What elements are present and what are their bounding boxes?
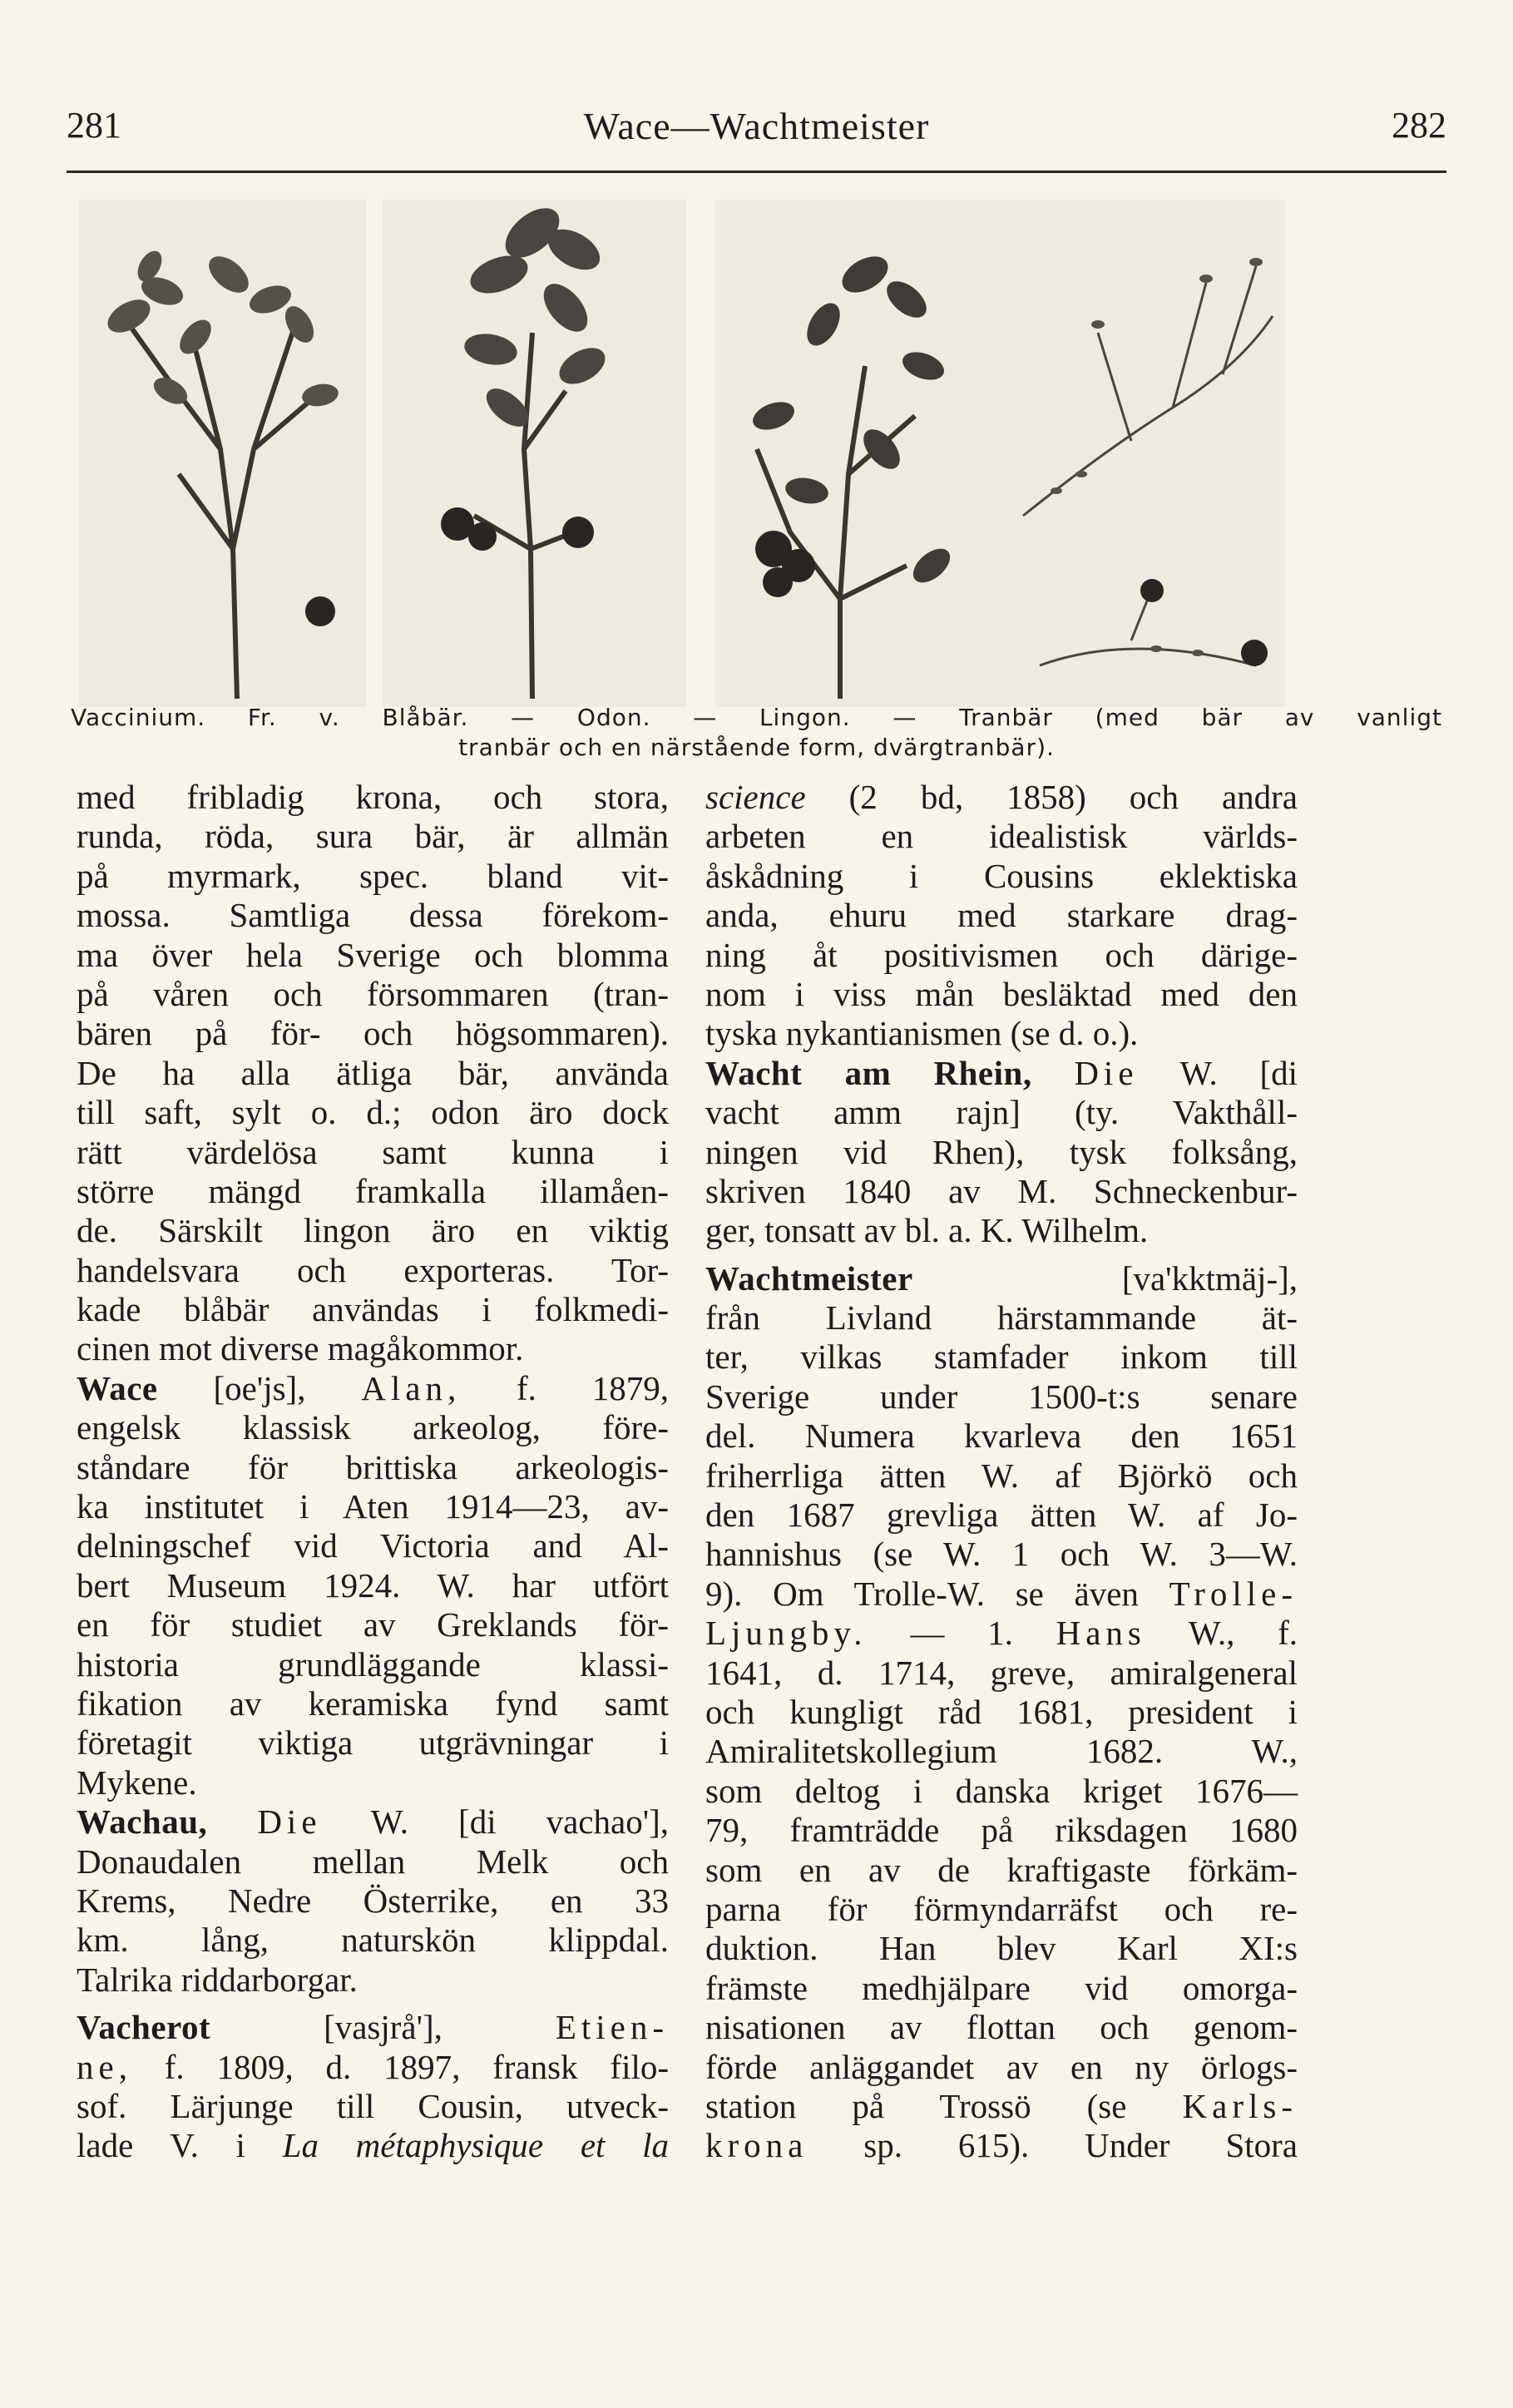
text-line: station på Trossö (se Karls- bbox=[705, 2086, 1298, 2125]
text-line: Amiralitetskollegium 1682. W., bbox=[705, 1732, 1298, 1771]
text-line: handelsvara och exporteras. Tor- bbox=[77, 1250, 669, 1289]
text-line: ger, tonsatt av bl. a. K. Wilhelm. bbox=[705, 1211, 1149, 1250]
text-line: vacht amm rajn] (ty. Vakthåll- bbox=[705, 1093, 1298, 1132]
text-line: De ha alla ätliga bär, använda bbox=[77, 1053, 669, 1092]
text-line: främste medhjälpare vid omorga- bbox=[705, 1968, 1298, 2007]
text-line: förde anläggandet av en ny örlogs- bbox=[705, 2047, 1298, 2086]
right-column bbox=[705, 778, 1298, 2166]
running-title: Wace—Wachtmeister bbox=[583, 105, 930, 147]
text-line: friherrliga ätten W. af Björkö och bbox=[705, 1456, 1298, 1495]
entry-vacherot-first-line: Vacherot [vasjrå'], Etien- bbox=[77, 2008, 669, 2047]
text-line: nisationen av flottan och genom- bbox=[705, 2008, 1298, 2047]
entry-wace-first-line: Wace [oe'js], Alan, f. 1879, bbox=[77, 1368, 669, 1407]
text-line: krona sp. 615). Under Stora bbox=[705, 2126, 1298, 2165]
page-header bbox=[67, 104, 1446, 162]
text-line: fikation av keramiska fynd samt bbox=[77, 1684, 669, 1723]
page-number-right: 282 bbox=[1392, 105, 1446, 146]
page-number-left: 281 bbox=[67, 105, 121, 146]
text-line: åskådning i Cousins eklektiska bbox=[705, 856, 1298, 895]
figure-caption bbox=[71, 703, 1442, 763]
vaccinium-figure bbox=[79, 200, 1285, 715]
text-line: parna för förmyndarräfst och re- bbox=[705, 1889, 1298, 1928]
text-line: lade V. i La métaphysique et la bbox=[77, 2126, 670, 2165]
text-line: med fribladig krona, och stora, bbox=[77, 778, 669, 816]
entry-wachau-first-line: Wachau, Die W. [di vachao'], bbox=[77, 1802, 669, 1842]
figure-panel-blabar bbox=[79, 200, 366, 707]
text-line: science (2 bd, 1858) och andra bbox=[705, 778, 1298, 816]
text-line: historia grundläggande klassi- bbox=[77, 1644, 669, 1684]
blabar-plant-illustration bbox=[79, 200, 366, 707]
text-line: de. Särskilt lingon äro en viktig bbox=[77, 1211, 669, 1250]
text-line: företagit viktiga utgrävningar i bbox=[77, 1723, 669, 1763]
text-line: sof. Lärjunge till Cousin, utveck- bbox=[77, 2086, 669, 2125]
text-line: Donaudalen mellan Melk och bbox=[77, 1842, 669, 1881]
text-line: större mängd framkalla illamåen- bbox=[77, 1171, 669, 1210]
text-line: cinen mot diverse magåkommor. bbox=[77, 1329, 524, 1368]
text-line: bären på för- och högsommaren). bbox=[77, 1014, 669, 1053]
text-line: ningen vid Rhen), tysk folksång, bbox=[705, 1132, 1298, 1171]
text-line: på våren och försommaren (tran- bbox=[77, 974, 669, 1013]
tranbar-plant-illustration bbox=[1006, 200, 1285, 707]
text-line: till saft, sylt o. d.; odon äro dock bbox=[77, 1093, 669, 1132]
text-line: ståndare för brittiska arkeologis- bbox=[77, 1447, 669, 1486]
text-line: skriven 1840 av M. Schneckenbur- bbox=[705, 1171, 1298, 1210]
text-line: Krems, Nedre Österrike, en 33 bbox=[77, 1881, 669, 1920]
odon-plant-illustration bbox=[383, 200, 686, 707]
text-line: ka institutet i Aten 1914—23, av- bbox=[77, 1487, 669, 1526]
text-line: tyska nykantianismen (se d. o.). bbox=[705, 1014, 1139, 1053]
figure-panel-tranbar bbox=[1006, 200, 1285, 707]
text-line: 9). Om Trolle-W. se även Trolle- bbox=[705, 1574, 1298, 1613]
text-line: ning åt positivismen och därige- bbox=[705, 935, 1298, 974]
figure-panel-odon bbox=[383, 200, 686, 707]
entry-headword-wacht-am-rhein: Wacht am Rhein, bbox=[705, 1053, 1032, 1092]
text-line: mossa. Samtliga dessa förekom- bbox=[77, 896, 669, 935]
text-line: engelsk klassisk arkeolog, före- bbox=[77, 1408, 669, 1447]
header-rule bbox=[67, 171, 1446, 173]
text-line: ma över hela Sverige och blomma bbox=[77, 935, 669, 974]
text-line: Mykene. bbox=[77, 1763, 197, 1802]
text-line: rätt värdelösa samt kunna i bbox=[77, 1132, 669, 1171]
text-line: som en av de kraftigaste förkäm- bbox=[705, 1850, 1298, 1889]
text-line: som deltog i danska kriget 1676— bbox=[705, 1771, 1298, 1810]
text-line: ter, vilkas stamfader inkom till bbox=[705, 1338, 1298, 1377]
caption-line-2: tranbär och en närstående form, dvärgtranbär). bbox=[458, 734, 1055, 761]
entry-headword-wachau: Wachau, bbox=[77, 1802, 208, 1842]
caption-line-1: Vaccinium. Fr. v. Blåbär. — Odon. — Lingon. — Tranbär (med bär av vanligt bbox=[71, 704, 1442, 731]
text-line: på myrmark, spec. bland vit- bbox=[77, 856, 669, 895]
text-line: en för studiet av Greklands för- bbox=[77, 1605, 669, 1644]
text-line: Sverige under 1500-t:s senare bbox=[705, 1377, 1298, 1416]
text-line: ne, f. 1809, d. 1897, fransk filo- bbox=[77, 2047, 670, 2086]
text-line: duktion. Han blev Karl XI:s bbox=[705, 1929, 1298, 1968]
text-line: anda, ehuru med starkare drag- bbox=[705, 896, 1298, 935]
text-line: km. lång, naturskön klippdal. bbox=[77, 1921, 669, 1960]
spaced-name: Alan, bbox=[361, 1368, 462, 1407]
text-line: den 1687 grevliga ätten W. af Jo- bbox=[705, 1496, 1298, 1535]
book-title: La métaphysique et la bbox=[282, 2126, 670, 2165]
entry-wacht-am-rhein-first-line: Wacht am Rhein, Die W. [di bbox=[705, 1053, 1298, 1092]
entry-wachtmeister-first-line: Wachtmeister [va'kktmäj-], bbox=[705, 1258, 1298, 1298]
spaced-name: Etien- bbox=[555, 2008, 669, 2047]
text-line: hannishus (se W. 1 och W. 3—W. bbox=[705, 1535, 1298, 1574]
entry-headword-wachtmeister: Wachtmeister bbox=[705, 1258, 913, 1298]
text-line: delningschef vid Victoria and Al- bbox=[77, 1526, 669, 1565]
text-line: arbeten en idealistisk världs- bbox=[705, 817, 1298, 856]
entry-headword-wace: Wace bbox=[77, 1368, 158, 1407]
text-line: nom i viss mån besläktad med den bbox=[705, 974, 1298, 1013]
text-line: del. Numera kvarleva den 1651 bbox=[705, 1417, 1298, 1456]
text-line: 1641, d. 1714, greve, amiralgeneral bbox=[705, 1653, 1298, 1692]
text-line: Talrika riddarborgar. bbox=[77, 1960, 358, 1999]
left-column bbox=[77, 778, 669, 2166]
figure-panel-lingon bbox=[715, 200, 1006, 707]
text-line: och kungligt råd 1681, president i bbox=[705, 1692, 1298, 1731]
text-line: Ljungby. — 1. Hans W., f. bbox=[705, 1614, 1298, 1653]
lingon-plant-illustration bbox=[715, 200, 1006, 707]
entry-headword-vacherot: Vacherot bbox=[77, 2008, 211, 2047]
text-line: 79, framträdde på riksdagen 1680 bbox=[705, 1811, 1298, 1850]
text-line: från Livland härstammande ät- bbox=[705, 1298, 1298, 1338]
text-line: bert Museum 1924. W. har utfört bbox=[77, 1565, 669, 1605]
text-line: kade blåbär användas i folkmedi- bbox=[77, 1290, 669, 1329]
book-title-cont: science bbox=[705, 778, 806, 816]
text-line: runda, röda, sura bär, är allmän bbox=[77, 817, 669, 856]
